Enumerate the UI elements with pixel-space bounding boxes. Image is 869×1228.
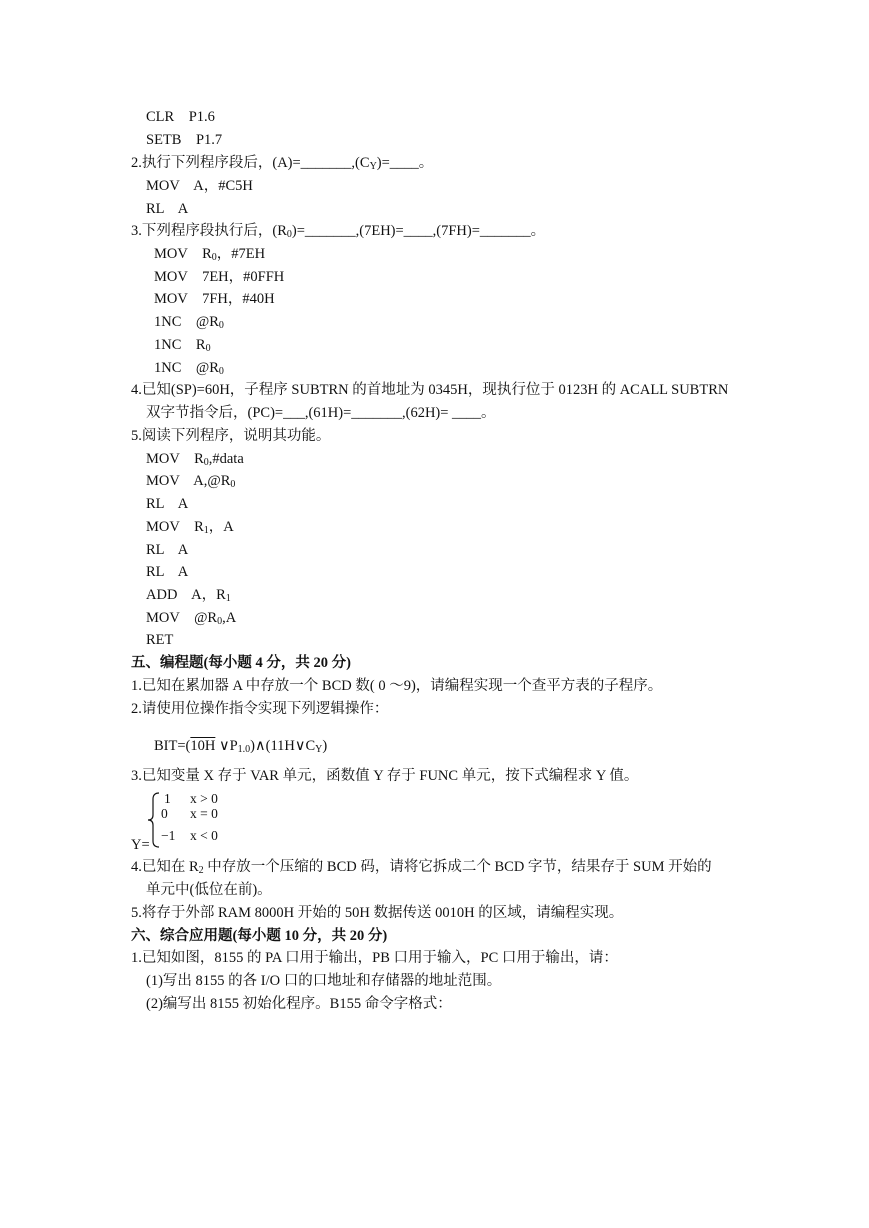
code-line: RL A	[146, 564, 189, 580]
code-line: MOV A，#C5H	[146, 178, 253, 194]
code-line: 1NC $R_0$	[154, 337, 211, 354]
code-line: RL A	[146, 496, 189, 512]
section-heading-5: 五、编程题(每小题 4 分，共 20 分)	[131, 655, 351, 671]
case-condition: x > 0	[190, 791, 218, 806]
sub-question-2: (2)编写出 8155 初始化程序。B155 命令字格式：	[146, 996, 452, 1012]
question-4-cont: 双字节指令后，(PC)=___,(61H)=_______,(62H)= ____。	[146, 405, 496, 421]
question-4: 4.已知(SP)=60H，子程序 SUBTRN 的首地址为 0345H，现执行位于 0123H 的 ACALL SUBTRN	[131, 382, 729, 398]
code-line: 1NC $@R_0$	[154, 314, 224, 331]
code-line: MOV $R_1$，A	[146, 519, 234, 536]
program-question-4: 4.已知在 $R_2$ 中存放一个压缩的 BCD 码，请将它拆成二个 BCD 字节，结果存于 SUM 开始的	[131, 859, 712, 876]
program-question-5: 5.将存于外部 RAM 8000H 开始的 50H 数据传送 0010H 的区域，请编程实现。	[131, 905, 624, 921]
section-heading-6: 六、综合应用题(每小题 10 分，共 20 分)	[131, 928, 388, 944]
logic-expression: BIT=(10H $\vee P_{1.0})\wedge(11H\vee C_Y)$	[154, 738, 328, 755]
case-condition: x = 0	[190, 806, 218, 821]
program-question-1: 1.已知在累加器 A 中存放一个 BCD 数( 0 ～9)，请编程实现一个查平方表的子程序。	[131, 678, 663, 694]
code-line: MOV $A,@R_0$	[146, 473, 236, 490]
code-line: RET	[146, 632, 174, 648]
code-line: MOV $R_0,\#data$	[146, 451, 244, 468]
y-label: Y=	[131, 837, 150, 853]
piecewise-function	[146, 791, 246, 849]
code-line: MOV 7FH，#40H	[154, 291, 275, 307]
question-3: 3.下列程序段执行后，$(R_0)=\_\_\_\_\_\_\_,(7EH)=\_\_\_\_,(7FH)=\_\_\_\_\_\_\_$。	[131, 223, 546, 240]
program-question-2: 2.请使用位操作指令实现下列逻辑操作：	[131, 701, 389, 717]
case-value: −1	[161, 828, 176, 843]
program-question-4-cont: 单元中(低位在前)。	[146, 882, 272, 898]
question-2: 2.执行下列程序段后，$(A)=\_\_\_\_\_\_\_,(C_Y)=\_\_\_\_$。	[131, 155, 434, 172]
program-question-3: 3.已知变量 X 存于 VAR 单元，函数值 Y 存于 FUNC 单元，按下式编程求 Y 值。	[131, 768, 639, 784]
code-line: CLR P1.6	[146, 109, 215, 125]
code-line: SETB P1.7	[146, 132, 223, 148]
code-line: RL A	[146, 201, 189, 217]
code-line: RL A	[146, 542, 189, 558]
case-condition: x < 0	[190, 828, 218, 843]
code-line: MOV $R_0$，#7EH	[154, 246, 266, 263]
code-line: 1NC $@R_0$	[154, 360, 224, 377]
case-value: 0	[161, 806, 168, 821]
code-line: ADD A，$R_1$	[146, 587, 231, 604]
code-line: MOV $@R_0,A$	[146, 610, 237, 627]
case-value: 1	[164, 791, 171, 806]
application-question-1: 1.已知如图，8155 的 PA 口用于输出，PB 口用于输入，PC 口用于输出，请：	[131, 950, 618, 966]
code-line: MOV 7EH，#0FFH	[154, 269, 285, 285]
question-5: 5.阅读下列程序，说明其功能。	[131, 428, 331, 444]
sub-question-1: (1)写出 8155 的各 I/O 口的口地址和存储器的地址范围。	[146, 973, 502, 989]
